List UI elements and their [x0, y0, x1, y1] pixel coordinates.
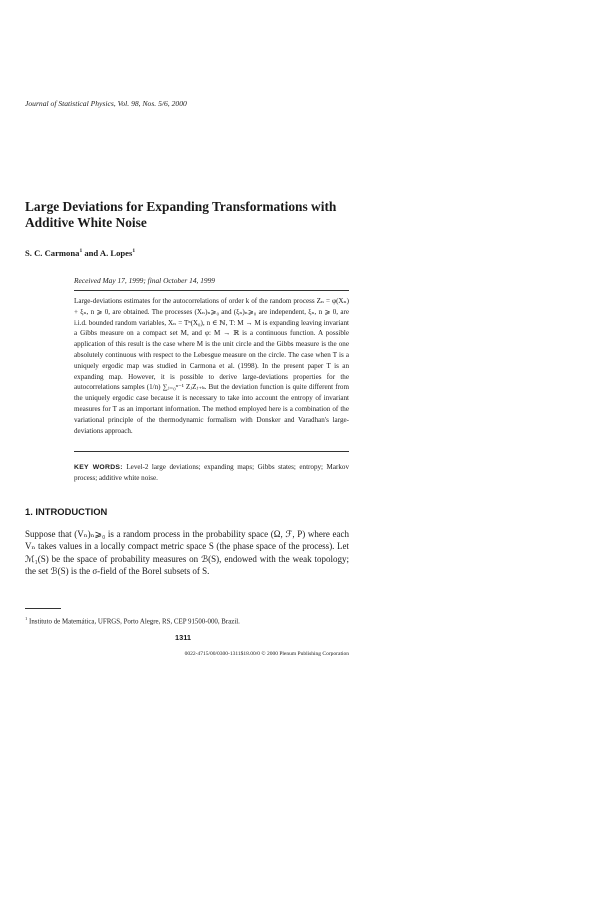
author-name: S. C. Carmona	[25, 248, 80, 258]
footnote-rule	[25, 608, 61, 609]
author-affiliation-mark: 1	[132, 248, 136, 255]
footnote-text: Instituto de Matemática, UFRGS, Porto Alegre, RS, CEP 91500-000, Brazil.	[27, 618, 240, 626]
abstract-bottom-rule	[74, 451, 349, 452]
keywords-label: KEY WORDS:	[74, 464, 123, 471]
received-dates: Received May 17, 1999; final October 14, 1999	[74, 276, 215, 285]
author-list	[25, 248, 135, 258]
abstract-top-rule	[74, 290, 349, 291]
paper-title: Large Deviations for Expanding Transformations with Additive White Noise	[25, 199, 337, 230]
author-name: A. Lopes	[99, 248, 133, 258]
page-number: 1311	[175, 633, 192, 642]
author-conjunction: and	[82, 248, 100, 258]
section-heading: 1. INTRODUCTION	[25, 506, 108, 517]
abstract: Large-deviations estimates for the autocorrelations of order k of the random process Zₙ = φ(Xₙ) + ξₙ, n ⩾ 0, are obtained. The processes (Xₙ)ₙ⩾₀ and (ξₙ)ₙ⩾₀ are independent, ξₙ, n ⩾ 0, are i.i.d. bounded random variables, Xₙ = Tⁿ(X₀), n ∈ ℕ, T: M → M is expanding leaving invariant a Gibbs measure on a compact set M, and φ: M → ℝ is a continuous function. A possible application of this result is the case where M is the unit circle and the Gibbs measure is the one absolutely continuous with respect to the Lebesgue measure on the circle. The case when T is a uniquely ergodic map was studied in Carmona et al. (1998). In the present paper T is an expanding map. However, it is possible to derive large-deviations properties for the autocorrelations samples (1/n) ∑ⱼ₌₀ⁿ⁻¹ ZⱼZⱼ₊ₖ. But the deviation function is quite different from the uniquely ergodic case because it is necessary to take into account the entropy of invariant measures for T as an important information. The method employed here is a combination of the variational principle of the thermodynamic formalism with Donsker and Varadhan's large-deviations approach.	[74, 297, 349, 435]
copyright-line: 0022-4715/00/0300-1311$18.00/0 © 2000 Plenum Publishing Corporation	[184, 651, 349, 657]
journal-citation: Journal of Statistical Physics, Vol. 98, Nos. 5/6, 2000	[25, 99, 187, 108]
author-affiliation-mark: 1	[79, 248, 83, 255]
keywords	[74, 462, 349, 484]
footnote	[25, 616, 240, 625]
introduction-paragraph: Suppose that (Vₙ)ₙ⩾₀ is a random process in the probability space (Ω, ℱ, P) where each Vₙ takes values in a locally compact metric space S (the phase space of the process). Let ℳ₁(S) be the space of probability measures on ℬ(S), endowed with the weak topology; the set ℬ(S) is the σ-field of the Borel subsets of S.	[25, 529, 349, 577]
keywords-list: Level-2 large deviations; expanding maps; Gibbs states; entropy; Markov process; additive white noise.	[74, 463, 350, 482]
footnote-mark: 1	[25, 616, 28, 621]
